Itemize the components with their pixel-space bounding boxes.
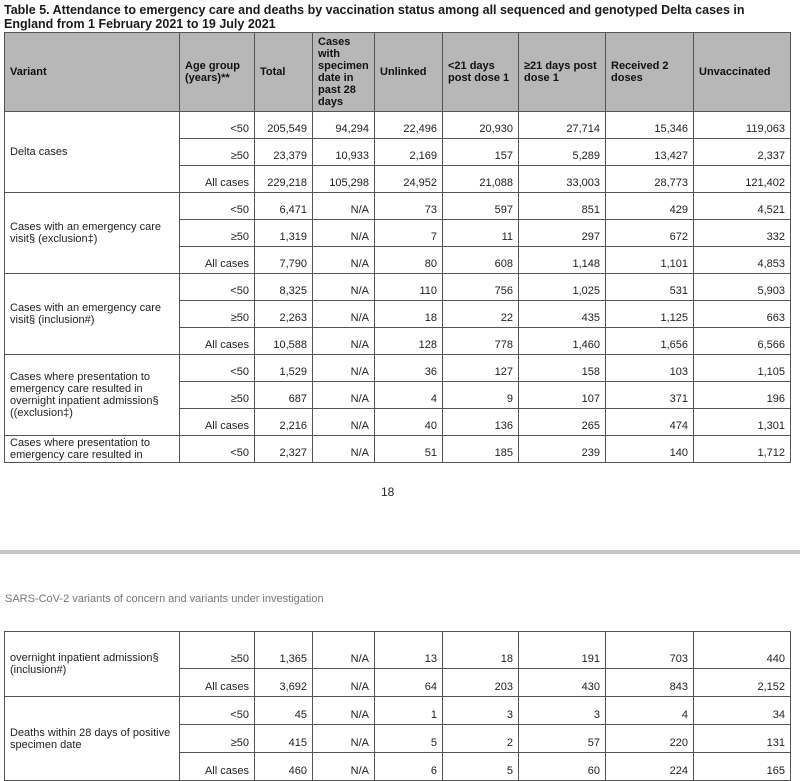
age-group-cell: ≥50 xyxy=(180,301,255,328)
value-cell: 27,714 xyxy=(519,112,606,139)
value-cell: 1,101 xyxy=(606,247,694,274)
value-cell: 18 xyxy=(375,301,443,328)
value-cell: N/A xyxy=(313,193,375,220)
value-cell: 778 xyxy=(443,328,519,355)
age-group-cell: <50 xyxy=(180,355,255,382)
value-cell: 110 xyxy=(375,274,443,301)
value-cell: 220 xyxy=(606,725,694,753)
value-cell: 105,298 xyxy=(313,166,375,193)
value-cell: 140 xyxy=(606,436,694,463)
value-cell: 40 xyxy=(375,409,443,436)
table-title: Table 5. Attendance to emergency care and deaths by vaccination status among all sequenced and genotyped Delta cases in England from 1 February 2021 to 19 July 2021 xyxy=(4,3,745,31)
value-cell: 6,471 xyxy=(255,193,313,220)
value-cell: 10,588 xyxy=(255,328,313,355)
value-cell: N/A xyxy=(313,436,375,463)
value-cell: 332 xyxy=(694,220,791,247)
value-cell: N/A xyxy=(313,725,375,753)
value-cell: 1,105 xyxy=(694,355,791,382)
value-cell: 415 xyxy=(255,725,313,753)
value-cell: 57 xyxy=(519,725,606,753)
value-cell: N/A xyxy=(313,753,375,781)
value-cell: 1,712 xyxy=(694,436,791,463)
value-cell: 239 xyxy=(519,436,606,463)
value-cell: 119,063 xyxy=(694,112,791,139)
running-header: SARS-CoV-2 variants of concern and variants under investigation xyxy=(5,593,324,605)
value-cell: 13 xyxy=(375,632,443,669)
value-cell: 430 xyxy=(519,669,606,697)
value-cell: 121,402 xyxy=(694,166,791,193)
row-group-label: Cases where presentation to emergency care resulted in overnight inpatient admission§ ((exclusion‡) xyxy=(5,355,180,436)
value-cell: 127 xyxy=(443,355,519,382)
table-row xyxy=(5,632,791,669)
row-group-label: overnight inpatient admission§ (inclusion#) xyxy=(5,632,180,697)
value-cell: 4,853 xyxy=(694,247,791,274)
value-cell: 6,566 xyxy=(694,328,791,355)
value-cell: 1,148 xyxy=(519,247,606,274)
value-cell: 64 xyxy=(375,669,443,697)
value-cell: 157 xyxy=(443,139,519,166)
value-cell: 1,025 xyxy=(519,274,606,301)
col-header: Unlinked xyxy=(375,33,443,112)
value-cell: 94,294 xyxy=(313,112,375,139)
value-cell: 15,346 xyxy=(606,112,694,139)
value-cell: 9 xyxy=(443,382,519,409)
value-cell: 23,379 xyxy=(255,139,313,166)
value-cell: N/A xyxy=(313,632,375,669)
value-cell: 33,003 xyxy=(519,166,606,193)
value-cell: 2,152 xyxy=(694,669,791,697)
value-cell: 3,692 xyxy=(255,669,313,697)
value-cell: 1,656 xyxy=(606,328,694,355)
value-cell: 1,301 xyxy=(694,409,791,436)
table-row xyxy=(5,436,791,463)
value-cell: 20,930 xyxy=(443,112,519,139)
value-cell: 7,790 xyxy=(255,247,313,274)
col-header: Received 2 doses xyxy=(606,33,694,112)
value-cell: N/A xyxy=(313,220,375,247)
value-cell: N/A xyxy=(313,697,375,725)
value-cell: N/A xyxy=(313,247,375,274)
value-cell: 1,125 xyxy=(606,301,694,328)
value-cell: 460 xyxy=(255,753,313,781)
value-cell: 2 xyxy=(443,725,519,753)
value-cell: 429 xyxy=(606,193,694,220)
value-cell: N/A xyxy=(313,409,375,436)
value-cell: 158 xyxy=(519,355,606,382)
table-row xyxy=(5,274,791,301)
value-cell: 224 xyxy=(606,753,694,781)
value-cell: 80 xyxy=(375,247,443,274)
value-cell: 2,169 xyxy=(375,139,443,166)
value-cell: 22 xyxy=(443,301,519,328)
value-cell: 5,289 xyxy=(519,139,606,166)
row-group-label: Deaths within 28 days of positive specimen date xyxy=(5,697,180,781)
row-group-label: Delta cases xyxy=(5,112,180,193)
col-header: <21 days post dose 1 xyxy=(443,33,519,112)
value-cell: 185 xyxy=(443,436,519,463)
value-cell: 1 xyxy=(375,697,443,725)
table-row xyxy=(5,193,791,220)
row-group-label: Cases with an emergency care visit§ (exclusion‡) xyxy=(5,193,180,274)
value-cell: 474 xyxy=(606,409,694,436)
value-cell: 7 xyxy=(375,220,443,247)
value-cell: 851 xyxy=(519,193,606,220)
value-cell: 531 xyxy=(606,274,694,301)
value-cell: 2,216 xyxy=(255,409,313,436)
value-cell: 131 xyxy=(694,725,791,753)
age-group-cell: All cases xyxy=(180,247,255,274)
age-group-cell: ≥50 xyxy=(180,220,255,247)
value-cell: 60 xyxy=(519,753,606,781)
table-row xyxy=(5,697,791,725)
col-header: Variant xyxy=(5,33,180,112)
value-cell: 34 xyxy=(694,697,791,725)
value-cell: 45 xyxy=(255,697,313,725)
value-cell: 6 xyxy=(375,753,443,781)
value-cell: 265 xyxy=(519,409,606,436)
age-group-cell: <50 xyxy=(180,112,255,139)
page-number: 18 xyxy=(381,485,395,499)
value-cell: 203 xyxy=(443,669,519,697)
col-header: Unvaccinated xyxy=(694,33,791,112)
age-group-cell: All cases xyxy=(180,753,255,781)
value-cell: 18 xyxy=(443,632,519,669)
value-cell: N/A xyxy=(313,328,375,355)
value-cell: 21,088 xyxy=(443,166,519,193)
value-cell: 3 xyxy=(443,697,519,725)
value-cell: 191 xyxy=(519,632,606,669)
value-cell: 5 xyxy=(443,753,519,781)
table-row xyxy=(5,112,791,139)
value-cell: 2,327 xyxy=(255,436,313,463)
age-group-cell: <50 xyxy=(180,697,255,725)
value-cell: 8,325 xyxy=(255,274,313,301)
value-cell: N/A xyxy=(313,301,375,328)
value-cell: N/A xyxy=(313,355,375,382)
value-cell: 843 xyxy=(606,669,694,697)
value-cell: 2,263 xyxy=(255,301,313,328)
value-cell: 297 xyxy=(519,220,606,247)
age-group-cell: <50 xyxy=(180,436,255,463)
col-header: Total xyxy=(255,33,313,112)
value-cell: 371 xyxy=(606,382,694,409)
value-cell: 205,549 xyxy=(255,112,313,139)
value-cell: 435 xyxy=(519,301,606,328)
value-cell: 4 xyxy=(606,697,694,725)
value-cell: 136 xyxy=(443,409,519,436)
value-cell: 440 xyxy=(694,632,791,669)
value-cell: 10,933 xyxy=(313,139,375,166)
value-cell: 2,337 xyxy=(694,139,791,166)
value-cell: 73 xyxy=(375,193,443,220)
value-cell: 5 xyxy=(375,725,443,753)
value-cell: 1,365 xyxy=(255,632,313,669)
value-cell: N/A xyxy=(313,382,375,409)
value-cell: 5,903 xyxy=(694,274,791,301)
value-cell: 687 xyxy=(255,382,313,409)
age-group-cell: <50 xyxy=(180,193,255,220)
value-cell: 4,521 xyxy=(694,193,791,220)
col-header: ≥21 days post dose 1 xyxy=(519,33,606,112)
row-group-label: Cases with an emergency care visit§ (inclusion#) xyxy=(5,274,180,355)
row-group-label: Cases where presentation to emergency care resulted in xyxy=(5,436,180,463)
col-header: Cases with specimen date in past 28 days xyxy=(313,33,375,112)
page-divider xyxy=(0,550,800,554)
value-cell: N/A xyxy=(313,669,375,697)
col-header: Age group (years)** xyxy=(180,33,255,112)
value-cell: 28,773 xyxy=(606,166,694,193)
value-cell: 3 xyxy=(519,697,606,725)
value-cell: 597 xyxy=(443,193,519,220)
table-row xyxy=(5,355,791,382)
value-cell: 11 xyxy=(443,220,519,247)
data-table-page-1 xyxy=(4,32,791,463)
value-cell: 703 xyxy=(606,632,694,669)
age-group-cell: All cases xyxy=(180,166,255,193)
age-group-cell: ≥50 xyxy=(180,725,255,753)
value-cell: 672 xyxy=(606,220,694,247)
age-group-cell: ≥50 xyxy=(180,632,255,669)
age-group-cell: All cases xyxy=(180,328,255,355)
age-group-cell: <50 xyxy=(180,274,255,301)
value-cell: 4 xyxy=(375,382,443,409)
table-header-row xyxy=(5,33,791,112)
value-cell: 128 xyxy=(375,328,443,355)
age-group-cell: ≥50 xyxy=(180,382,255,409)
age-group-cell: All cases xyxy=(180,669,255,697)
value-cell: 13,427 xyxy=(606,139,694,166)
value-cell: 196 xyxy=(694,382,791,409)
value-cell: 103 xyxy=(606,355,694,382)
value-cell: 1,319 xyxy=(255,220,313,247)
value-cell: 608 xyxy=(443,247,519,274)
value-cell: 229,218 xyxy=(255,166,313,193)
value-cell: 165 xyxy=(694,753,791,781)
value-cell: 24,952 xyxy=(375,166,443,193)
value-cell: 36 xyxy=(375,355,443,382)
value-cell: 756 xyxy=(443,274,519,301)
value-cell: N/A xyxy=(313,274,375,301)
age-group-cell: ≥50 xyxy=(180,139,255,166)
value-cell: 1,460 xyxy=(519,328,606,355)
value-cell: 107 xyxy=(519,382,606,409)
value-cell: 1,529 xyxy=(255,355,313,382)
data-table-page-2 xyxy=(4,631,791,781)
value-cell: 51 xyxy=(375,436,443,463)
value-cell: 22,496 xyxy=(375,112,443,139)
value-cell: 663 xyxy=(694,301,791,328)
age-group-cell: All cases xyxy=(180,409,255,436)
